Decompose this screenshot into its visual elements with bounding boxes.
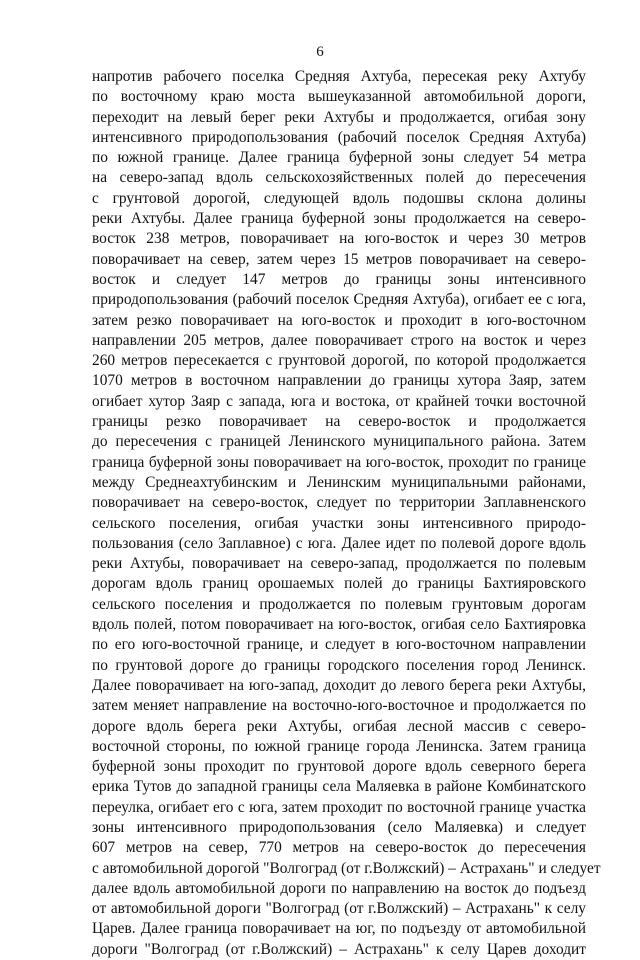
text-line: огибает хутор Заяр с запада, юга и востока, от крайней точки восточной [92, 392, 586, 410]
text-line: восточной стороны, по южной границе города Ленинска. Затем граница [92, 737, 586, 755]
text-line: граница буферной зоны поворачивает на юго-восток, проходит по границе [92, 453, 586, 471]
text-line: интенсивного природопользования (рабочий поселок Средняя Ахтуба) [92, 128, 586, 146]
text-line: с автомобильной дорогой "Волгоград (от г.Волжский) – Астрахань" и следует [92, 859, 601, 877]
text-line: между Среднеахтубинским и Ленинским муниципальными районами, [92, 473, 586, 491]
text-line: от автомобильной дороги "Волгоград (от г.Волжский) – Астрахань" к селу [92, 900, 586, 918]
text-line: сельского поселения и продолжается по полевым грунтовым дорогам [92, 595, 586, 613]
text-line: ерика Тутов до западной границы села Маляевка в районе Комбинатского [92, 778, 586, 796]
text-line: Далее поворачивает на юго-запад, доходит до левого берега реки Ахтубы, [92, 676, 586, 694]
text-line: переходит на левый берег реки Ахтубы и продолжается, огибая зону [92, 108, 586, 126]
text-line: с грунтовой дорогой, следующей вдоль подошвы склона долины [92, 189, 586, 207]
text-line: на северо-запад вдоль сельскохозяйственных полей до пересечения [92, 169, 586, 187]
text-line: границы резко поворачивает на северо-восток и продолжается [92, 413, 586, 431]
text-line: затем резко поворачивает на юго-восток и проходит в юго-восточном [92, 311, 586, 329]
text-line: переулка, огибает его с юга, затем проходит по восточной границе участка [92, 798, 586, 816]
text-line: по восточному краю моста вышеуказанной автомобильной дороги, [92, 88, 586, 106]
text-line: восток 238 метров, поворачивает на юго-восток и через 30 метров [92, 230, 586, 248]
text-line: поворачивает на северо-восток, следует по территории Заплавненского [92, 494, 586, 512]
text-line: природопользования (рабочий поселок Средняя Ахтуба), огибает ее с юга, [92, 291, 586, 309]
text-line: вдоль полей, потом поворачивает на юго-восток, огибая село Бахтияровка [92, 616, 586, 634]
text-line: зоны интенсивного природопользования (село Маляевка) и следует [92, 818, 586, 836]
text-line: пользования (село Заплавное) с юга. Далее идет по полевой дороге вдоль [92, 534, 586, 552]
text-line: поворачивает на север, затем через 15 метров поворачивает на северо- [92, 250, 586, 268]
text-line: реки Ахтубы, поворачивает на северо-запад, продолжается по полевым [92, 555, 586, 573]
text-line: затем меняет направление на восточно-юго-восточное и продолжается по [92, 697, 586, 715]
text-line: реки Ахтубы. Далее граница буферной зоны продолжается на северо- [92, 210, 586, 228]
text-line: буферной зоны проходит по грунтовой дороге вдоль северного берега [92, 758, 586, 776]
text-line: дороги "Волгоград (от г.Волжский) – Астрахань" к селу Царев доходит [92, 940, 586, 958]
text-line: сельского поселения, огибая участки зоны интенсивного природо- [92, 514, 586, 532]
text-line: направлении 205 метров, далее поворачивает строго на восток и через [92, 331, 586, 349]
text-line: напротив рабочего поселка Средняя Ахтуба, пересекая реку Ахтубу [92, 68, 586, 85]
text-line: по его юго-восточной границе, и следует в юго-восточном направлении [92, 636, 586, 654]
text-line: 1070 метров в восточном направлении до границы хутора Заяр, затем [92, 372, 586, 390]
text-line: по южной границе. Далее граница буферной зоны следует 54 метра [92, 149, 586, 167]
text-line: Царев. Далее граница поворачивает на юг, по подъезду от автомобильной [92, 920, 586, 938]
text-line: дороге вдоль берега реки Ахтубы, огибая лесной массив с северо- [92, 717, 586, 735]
page-number: 6 [316, 44, 324, 60]
text-line: до пересечения с границей Ленинского муниципального района. Затем [92, 433, 586, 451]
text-line: далее вдоль автомобильной дороги по направлению на восток до подъезд [92, 879, 586, 897]
body-paragraph [92, 67, 601, 960]
text-line: дорогам вдоль границ орошаемых полей до границы Бахтияровского [92, 575, 586, 593]
text-line: по грунтовой дороге до границы городского поселения город Ленинск. [92, 656, 586, 674]
text-line: 260 метров пересекается с грунтовой дорогой, по которой продолжается [92, 352, 586, 370]
text-line: восток и следует 147 метров до границы зоны интенсивного [92, 270, 586, 288]
text-line: 607 метров на север, 770 метров на северо-восток до пересечения [92, 839, 586, 857]
